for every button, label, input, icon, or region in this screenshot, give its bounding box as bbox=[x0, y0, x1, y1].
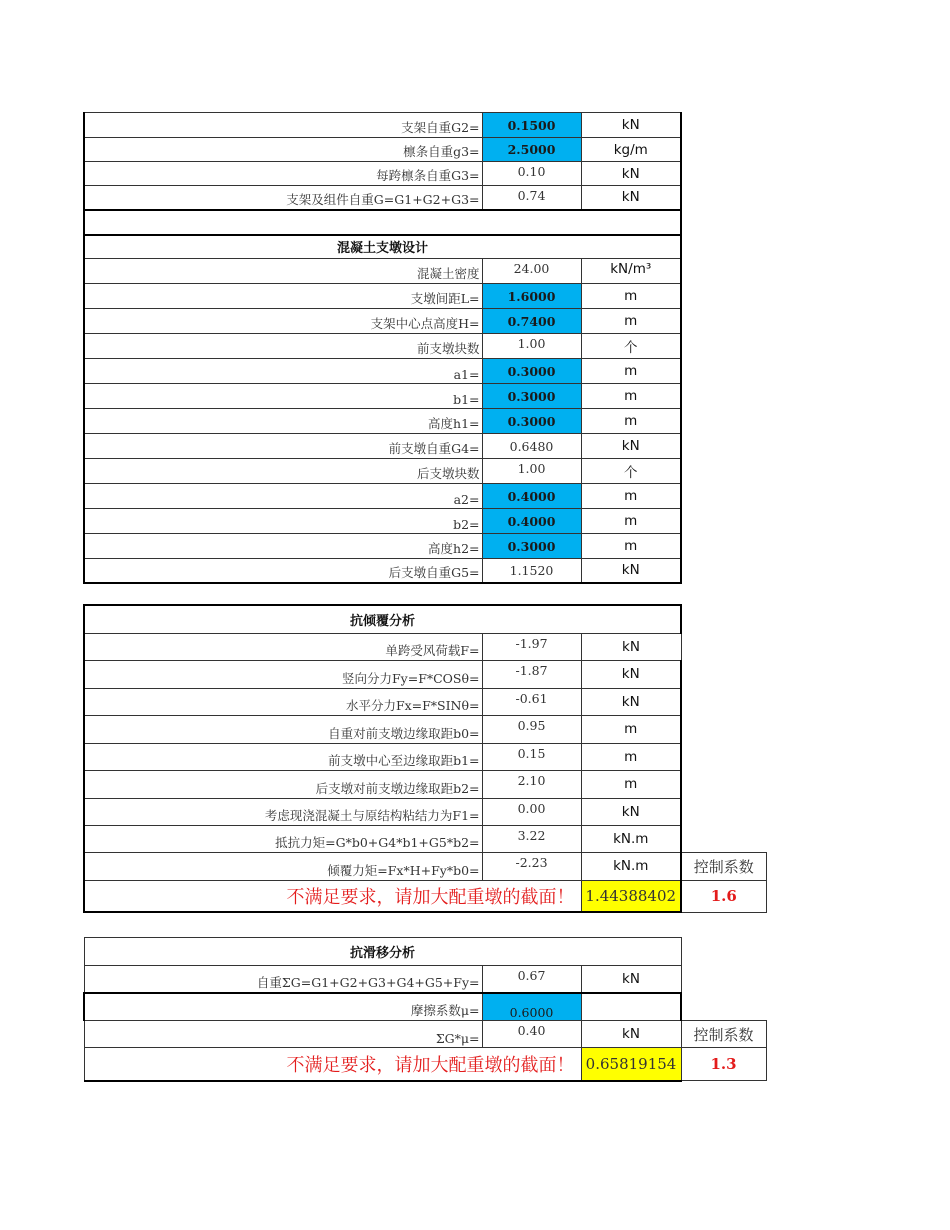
empty-cell bbox=[681, 938, 766, 966]
section-header-row bbox=[84, 938, 766, 966]
input-cell-h2[interactable]: 0.3000 bbox=[482, 534, 581, 559]
section-header-row bbox=[84, 235, 681, 259]
value-cell: 1.1520 bbox=[482, 559, 581, 583]
table-row bbox=[84, 259, 681, 284]
row-label: 檩条自重g3= bbox=[84, 138, 482, 162]
warning-message: 不满足要求，请加大配重墩的截面！ bbox=[84, 1048, 581, 1081]
value-cell: -1.87 bbox=[482, 660, 581, 688]
input-cell-b1[interactable]: 0.3000 bbox=[482, 384, 581, 409]
row-label: ΣG*μ= bbox=[84, 1021, 482, 1048]
unit-cell: m bbox=[581, 359, 681, 384]
unit-cell: kN bbox=[581, 633, 681, 660]
table-row bbox=[84, 284, 681, 309]
row-label: 支墩间距L= bbox=[84, 284, 482, 309]
row-label: 自重对前支墩边缘取距b0= bbox=[84, 715, 482, 743]
row-label: 水平分力Fx=F*SINθ= bbox=[84, 688, 482, 715]
unit-cell: kN bbox=[581, 162, 681, 186]
unit-cell: m bbox=[581, 484, 681, 509]
value-cell: 0.67 bbox=[482, 966, 581, 993]
empty-cell bbox=[681, 743, 766, 770]
input-cell-a1[interactable]: 0.3000 bbox=[482, 359, 581, 384]
empty-cell bbox=[681, 605, 766, 633]
table-row bbox=[84, 459, 681, 484]
value-cell: -2.23 bbox=[482, 852, 581, 880]
control-coefficient-label: 控制系数 bbox=[681, 852, 766, 880]
input-cell-g2[interactable]: 0.1500 bbox=[482, 113, 581, 138]
row-label: 竖向分力Fy=F*COSθ= bbox=[84, 660, 482, 688]
row-label: b1= bbox=[84, 384, 482, 409]
value-cell: 2.10 bbox=[482, 770, 581, 798]
table-row bbox=[84, 966, 766, 993]
unit-cell: 个 bbox=[581, 459, 681, 484]
unit-cell: kN/m³ bbox=[581, 259, 681, 284]
control-coefficient-label: 控制系数 bbox=[681, 1021, 766, 1048]
row-label: 前支墩中心至边缘取距b1= bbox=[84, 743, 482, 770]
value-cell: 0.74 bbox=[482, 186, 581, 210]
empty-cell bbox=[681, 660, 766, 688]
row-label: 抵抗力矩=G*b0+G4*b1+G5*b2= bbox=[84, 825, 482, 852]
unit-cell: 个 bbox=[581, 334, 681, 359]
unit-cell: kN bbox=[581, 113, 681, 138]
table-row bbox=[84, 825, 766, 852]
unit-cell: kN bbox=[581, 434, 681, 459]
unit-cell: m bbox=[581, 534, 681, 559]
row-label: 支架自重G2= bbox=[84, 113, 482, 138]
unit-cell: m bbox=[581, 743, 681, 770]
table-row bbox=[84, 162, 681, 186]
empty-cell bbox=[681, 633, 766, 660]
safety-factor-result: 1.44388402 bbox=[581, 880, 681, 912]
table-row bbox=[84, 1021, 766, 1048]
safety-factor-result: 0.65819154 bbox=[581, 1048, 681, 1081]
row-label: a1= bbox=[84, 359, 482, 384]
empty-cell bbox=[681, 966, 766, 993]
value-cell: 0.95 bbox=[482, 715, 581, 743]
input-cell-h1[interactable]: 0.3000 bbox=[482, 409, 581, 434]
table-row bbox=[84, 770, 766, 798]
table-row bbox=[84, 409, 681, 434]
table-row bbox=[84, 186, 681, 210]
table-row bbox=[84, 113, 681, 138]
row-label: 前支墩自重G4= bbox=[84, 434, 482, 459]
input-cell-b2[interactable]: 0.4000 bbox=[482, 509, 581, 534]
unit-cell: m bbox=[581, 384, 681, 409]
control-coefficient-value: 1.3 bbox=[681, 1048, 766, 1081]
table-row bbox=[84, 484, 681, 509]
value-cell: 0.6480 bbox=[482, 434, 581, 459]
table-row bbox=[84, 334, 681, 359]
section-title: 抗滑移分析 bbox=[84, 938, 681, 966]
unit-cell: kN bbox=[581, 660, 681, 688]
empty-cell bbox=[681, 798, 766, 825]
spacer-row bbox=[84, 210, 681, 235]
table-row bbox=[84, 534, 681, 559]
row-label: 高度h1= bbox=[84, 409, 482, 434]
value-cell: -1.97 bbox=[482, 633, 581, 660]
table-row bbox=[84, 688, 766, 715]
unit-cell: m bbox=[581, 509, 681, 534]
input-cell-g3[interactable]: 2.5000 bbox=[482, 138, 581, 162]
table-row bbox=[84, 993, 766, 1021]
empty-cell bbox=[681, 993, 766, 1021]
table-row bbox=[84, 660, 766, 688]
sliding-table bbox=[83, 937, 767, 1082]
row-label: 单跨受风荷载F= bbox=[84, 633, 482, 660]
table-row bbox=[84, 633, 766, 660]
unit-cell: kN.m bbox=[581, 825, 681, 852]
unit-cell: kN bbox=[581, 688, 681, 715]
table-row bbox=[84, 309, 681, 334]
value-cell: 0.40 bbox=[482, 1021, 581, 1048]
section-title: 混凝土支墩设计 bbox=[84, 235, 681, 259]
unit-cell: kN bbox=[581, 559, 681, 583]
unit-cell: m bbox=[581, 409, 681, 434]
row-label: 高度h2= bbox=[84, 534, 482, 559]
value-cell: 3.22 bbox=[482, 825, 581, 852]
unit-cell: m bbox=[581, 284, 681, 309]
unit-cell: m bbox=[581, 715, 681, 743]
unit-cell: kN bbox=[581, 186, 681, 210]
warning-message: 不满足要求，请加大配重墩的截面！ bbox=[84, 880, 581, 912]
table-row bbox=[84, 384, 681, 409]
unit-cell bbox=[581, 993, 681, 1021]
empty-cell bbox=[681, 688, 766, 715]
input-cell-friction[interactable]: 0.6000 bbox=[482, 993, 581, 1021]
row-label: 后支墩块数 bbox=[84, 459, 482, 484]
unit-cell: kg/m bbox=[581, 138, 681, 162]
result-row bbox=[84, 1048, 766, 1081]
value-cell: 24.00 bbox=[482, 259, 581, 284]
table-row bbox=[84, 715, 766, 743]
empty-cell bbox=[681, 825, 766, 852]
unit-cell: m bbox=[581, 309, 681, 334]
table-row bbox=[84, 852, 766, 880]
row-label: 自重ΣG=G1+G2+G3+G4+G5+Fy= bbox=[84, 966, 482, 993]
row-label: 混凝土密度 bbox=[84, 259, 482, 284]
result-row bbox=[84, 880, 766, 912]
value-cell: -0.61 bbox=[482, 688, 581, 715]
pier-design-table bbox=[83, 112, 682, 584]
unit-cell: kN bbox=[581, 966, 681, 993]
unit-cell: kN bbox=[581, 798, 681, 825]
row-label: 倾覆力矩=Fx*H+Fy*b0= bbox=[84, 852, 482, 880]
row-label: a2= bbox=[84, 484, 482, 509]
input-cell-h[interactable]: 0.7400 bbox=[482, 309, 581, 334]
empty-cell bbox=[84, 210, 681, 235]
row-label: 考虑现浇混凝土与原结构粘结力为F1= bbox=[84, 798, 482, 825]
row-label: 前支墩块数 bbox=[84, 334, 482, 359]
unit-cell: kN bbox=[581, 1021, 681, 1048]
value-cell: 1.00 bbox=[482, 459, 581, 484]
section-header-row bbox=[84, 605, 766, 633]
row-label: 支架及组件自重G=G1+G2+G3= bbox=[84, 186, 482, 210]
empty-cell bbox=[681, 715, 766, 743]
value-cell: 1.00 bbox=[482, 334, 581, 359]
row-label: 后支墩自重G5= bbox=[84, 559, 482, 583]
table-row bbox=[84, 509, 681, 534]
empty-cell bbox=[681, 770, 766, 798]
table-row bbox=[84, 434, 681, 459]
table-row bbox=[84, 798, 766, 825]
row-label: 支架中心点高度H= bbox=[84, 309, 482, 334]
control-coefficient-value: 1.6 bbox=[681, 880, 766, 912]
value-cell: 0.15 bbox=[482, 743, 581, 770]
value-cell: 0.10 bbox=[482, 162, 581, 186]
input-cell-a2[interactable]: 0.4000 bbox=[482, 484, 581, 509]
unit-cell: m bbox=[581, 770, 681, 798]
table-row bbox=[84, 138, 681, 162]
row-label: 每跨檩条自重G3= bbox=[84, 162, 482, 186]
unit-cell: kN.m bbox=[581, 852, 681, 880]
table-row bbox=[84, 359, 681, 384]
row-label: b2= bbox=[84, 509, 482, 534]
row-label: 后支墩对前支墩边缘取距b2= bbox=[84, 770, 482, 798]
table-row bbox=[84, 559, 681, 583]
section-title: 抗倾覆分析 bbox=[84, 605, 681, 633]
table-row bbox=[84, 743, 766, 770]
value-cell: 0.00 bbox=[482, 798, 581, 825]
overturning-table bbox=[83, 604, 767, 913]
input-cell-l[interactable]: 1.6000 bbox=[482, 284, 581, 309]
row-label: 摩擦系数μ= bbox=[84, 993, 482, 1021]
